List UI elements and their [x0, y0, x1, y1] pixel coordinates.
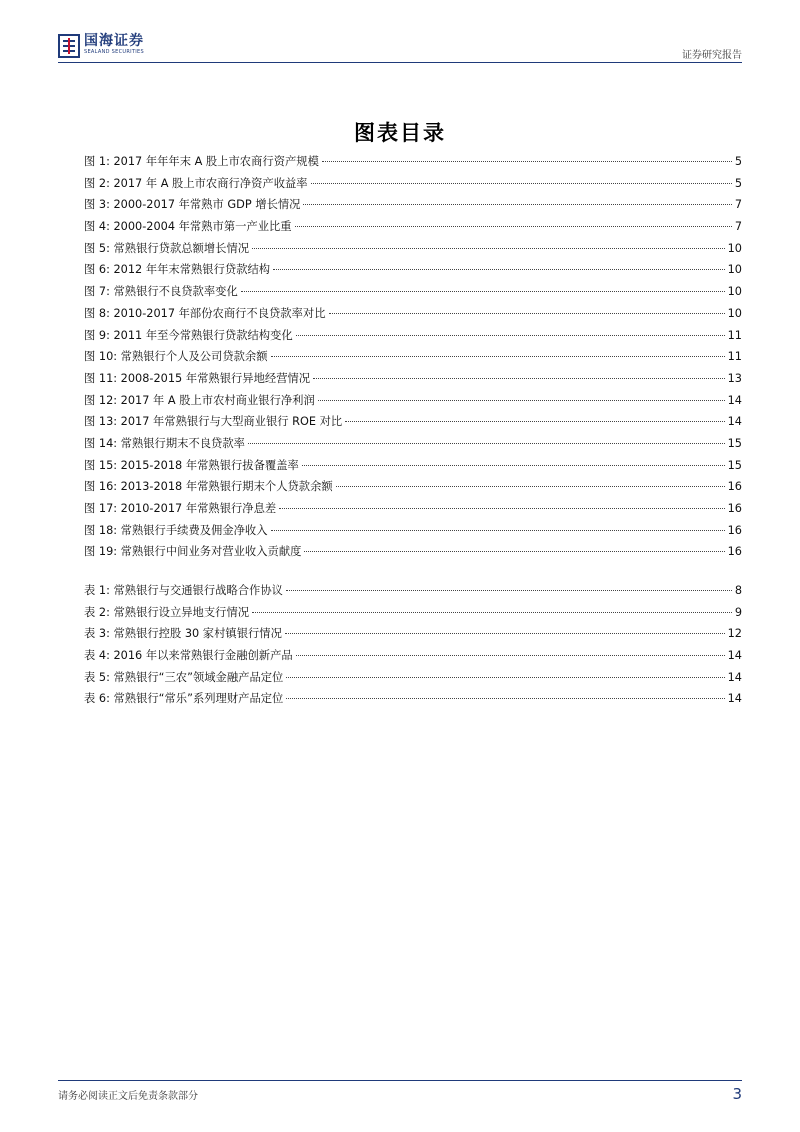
table-list	[84, 582, 742, 712]
dot-leader	[302, 465, 725, 466]
company-logo	[58, 34, 144, 58]
dot-leader	[322, 161, 732, 162]
dot-leader	[336, 486, 725, 487]
dot-leader	[345, 421, 724, 422]
figure-entry-label: 图 4: 2000-2004 年常熟市第一产业比重	[84, 220, 292, 234]
table-entry[interactable]	[84, 669, 742, 691]
table-entry[interactable]	[84, 582, 742, 604]
figure-entry-page: 13	[727, 371, 742, 385]
figure-entry[interactable]	[84, 522, 742, 544]
figure-entry-page: 15	[727, 458, 742, 472]
figure-entry[interactable]	[84, 261, 742, 283]
table-entry-label: 表 6: 常熟银行“常乐”系列理财产品定位	[84, 692, 284, 706]
figure-entry-label: 图 8: 2010-2017 年部份农商行不良贷款率对比	[84, 306, 326, 320]
dot-leader	[329, 313, 725, 314]
figure-entry[interactable]	[84, 305, 742, 327]
dot-leader	[295, 226, 732, 227]
table-entry[interactable]	[84, 690, 742, 712]
figure-entry[interactable]	[84, 196, 742, 218]
dot-leader	[273, 269, 725, 270]
figure-entry[interactable]	[84, 392, 742, 414]
figure-entry-label: 图 16: 2013-2018 年常熟银行期末个人贷款余额	[84, 480, 333, 494]
table-entry-label: 表 4: 2016 年以来常熟银行金融创新产品	[84, 649, 293, 663]
figure-entry[interactable]	[84, 153, 742, 175]
dot-leader	[313, 378, 725, 379]
dot-leader	[279, 508, 724, 509]
figure-entry-page: 7	[734, 198, 742, 212]
figure-entry-page: 10	[727, 241, 742, 255]
table-entry[interactable]	[84, 647, 742, 669]
page-title: 图表目录	[354, 121, 446, 145]
table-entry-page: 8	[734, 584, 742, 597]
dot-leader	[286, 677, 724, 678]
figure-entry-page: 7	[734, 220, 742, 234]
figure-entry[interactable]	[84, 218, 742, 240]
figure-entry[interactable]	[84, 240, 742, 262]
figure-entry-page: 11	[727, 350, 742, 364]
figure-entry-page: 14	[727, 393, 742, 407]
sealand-logo-icon	[58, 34, 80, 58]
figure-entry-label: 图 2: 2017 年 A 股上市农商行净资产收益率	[84, 176, 308, 190]
page-header	[58, 34, 742, 63]
logo-chinese-name: 国海证券	[84, 33, 144, 49]
figure-entry[interactable]	[84, 543, 742, 565]
figure-entry[interactable]	[84, 283, 742, 305]
table-entry-label: 表 1: 常熟银行与交通银行战略合作协议	[84, 584, 283, 597]
dot-leader	[311, 183, 732, 184]
figure-entry-page: 10	[727, 306, 742, 320]
figure-entry[interactable]	[84, 435, 742, 457]
dot-leader	[248, 443, 725, 444]
figure-entry-label: 图 1: 2017 年年年末 A 股上市农商行资产规模	[84, 155, 319, 168]
figure-entry-label: 图 9: 2011 年至今常熟银行贷款结构变化	[84, 328, 293, 342]
dot-leader	[286, 590, 732, 591]
figure-entry-page: 5	[734, 155, 742, 168]
dot-leader	[241, 291, 725, 292]
dot-leader	[252, 248, 725, 249]
dot-leader	[271, 356, 725, 357]
figure-entry[interactable]	[84, 413, 742, 435]
figure-entry-page: 14	[727, 415, 742, 429]
dot-leader	[252, 612, 732, 613]
table-entry-page: 14	[727, 670, 742, 684]
page-footer	[58, 1080, 742, 1107]
figure-entry-label: 图 3: 2000-2017 年常熟市 GDP 增长情况	[84, 198, 301, 212]
dot-leader	[303, 204, 731, 205]
table-entry-page: 9	[734, 605, 742, 619]
table-entry[interactable]	[84, 604, 742, 626]
figure-entry-page: 5	[734, 176, 742, 190]
figure-entry-page: 11	[727, 328, 742, 342]
figure-entry-label: 图 12: 2017 年 A 股上市农村商业银行净利润	[84, 393, 315, 407]
page-number: 3	[732, 1085, 742, 1103]
figure-entry[interactable]	[84, 478, 742, 500]
table-entry-label: 表 5: 常熟银行“三农”领域金融产品定位	[84, 670, 284, 684]
figure-entry-page: 10	[727, 285, 742, 299]
figure-entry[interactable]	[84, 175, 742, 197]
dot-leader	[304, 551, 724, 552]
table-entry-page: 14	[727, 649, 742, 663]
figure-entry-label: 图 18: 常熟银行手续费及佣金净收入	[84, 523, 268, 537]
figure-entry-page: 16	[727, 545, 742, 559]
figure-entry-page: 10	[727, 263, 742, 277]
figure-entry-label: 图 14: 常熟银行期末不良贷款率	[84, 436, 245, 450]
report-type-label: 证券研究报告	[682, 50, 742, 61]
dot-leader	[296, 655, 725, 656]
dot-leader	[271, 530, 725, 531]
figure-entry[interactable]	[84, 370, 742, 392]
table-entry-page: 12	[727, 627, 742, 641]
table-entry-page: 14	[727, 692, 742, 706]
figure-entry-label: 图 15: 2015-2018 年常熟银行拔备覆盖率	[84, 458, 299, 472]
figure-entry-label: 图 11: 2008-2015 年常熟银行异地经营情况	[84, 371, 311, 385]
figure-entry-label: 图 17: 2010-2017 年常熟银行净息差	[84, 502, 277, 515]
dot-leader	[286, 698, 724, 699]
figure-entry-page: 16	[727, 502, 742, 515]
figure-entry[interactable]	[84, 327, 742, 349]
figure-entry-label: 图 7: 常熟银行不良贷款率变化	[84, 285, 238, 299]
figure-entry-label: 图 5: 常熟银行贷款总额增长情况	[84, 241, 250, 255]
dot-leader	[318, 400, 725, 401]
figure-entry-page: 16	[727, 480, 742, 494]
table-entry-label: 表 2: 常熟银行设立异地支行情况	[84, 605, 250, 619]
disclaimer-note: 请务必阅读正文后免责条款部分	[58, 1091, 198, 1102]
figure-entry[interactable]	[84, 457, 742, 479]
dot-leader	[285, 633, 725, 634]
dot-leader	[296, 335, 725, 336]
figure-list	[84, 153, 742, 565]
logo-english-name: SEALAND SECURITIES	[84, 49, 144, 55]
table-entry[interactable]	[84, 625, 742, 647]
figure-entry-page: 16	[727, 523, 742, 537]
figure-entry-label: 图 19: 常熟银行中间业务对营业收入贡献度	[84, 545, 302, 559]
figure-entry-page: 15	[727, 436, 742, 450]
table-entry-label: 表 3: 常熟银行控股 30 家村镇银行情况	[84, 627, 282, 641]
figure-entry-label: 图 6: 2012 年年末常熟银行贷款结构	[84, 263, 271, 277]
figure-entry-label: 图 10: 常熟银行个人及公司贷款余额	[84, 350, 268, 364]
figure-entry-label: 图 13: 2017 年常熟银行与大型商业银行 ROE 对比	[84, 415, 343, 429]
figure-entry[interactable]	[84, 500, 742, 522]
figure-entry[interactable]	[84, 348, 742, 370]
